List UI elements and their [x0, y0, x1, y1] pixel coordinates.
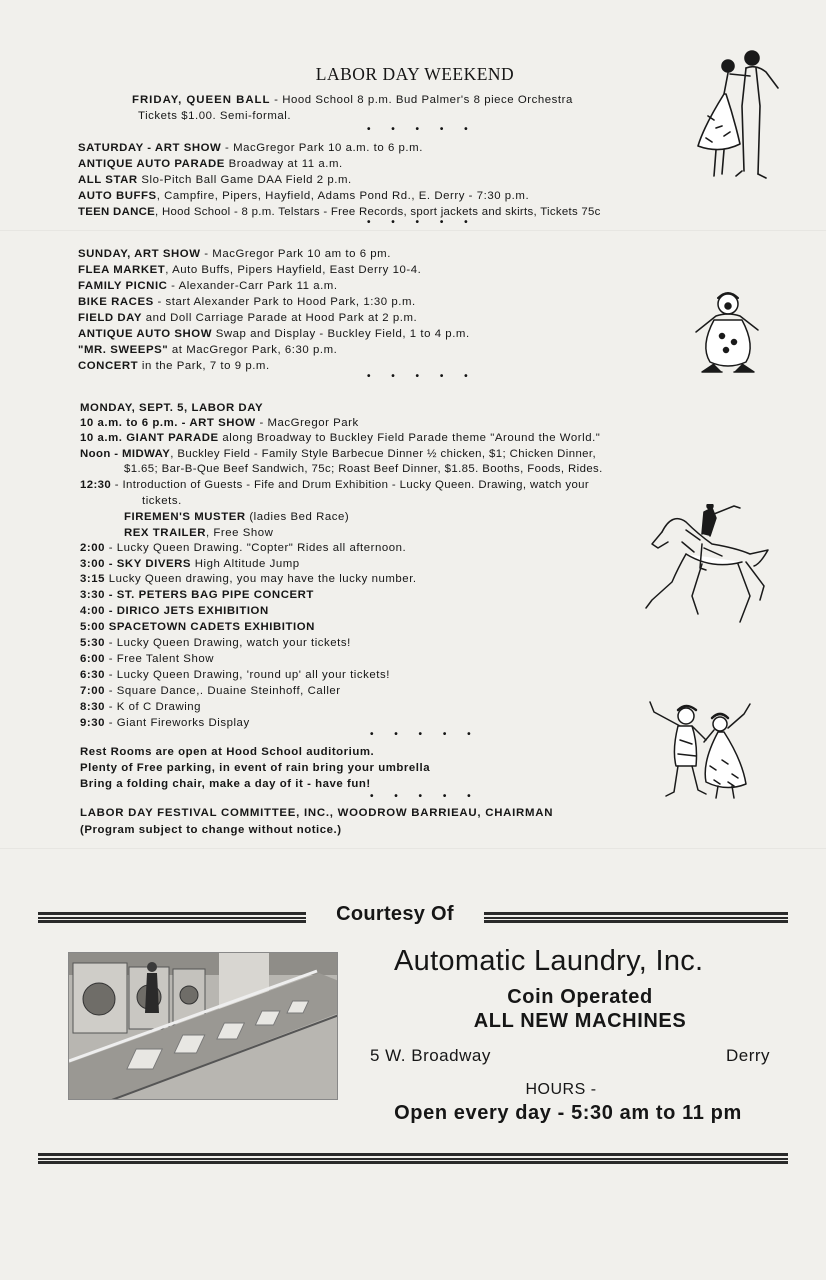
separator: • • • • • — [367, 217, 477, 228]
sunday-line: "MR. SWEEPS" at MacGregor Park, 6:30 p.m. — [78, 344, 338, 356]
monday-line: 5:30 - Lucky Queen Drawing, watch your tickets! — [80, 637, 351, 649]
coin-operated: Coin Operated — [507, 986, 653, 1008]
monday-line: 8:30 - K of C Drawing — [80, 701, 202, 713]
dancing-couple-icon — [694, 46, 786, 186]
saturday-line: AUTO BUFFS, Campfire, Pipers, Hayfield, Adams Pond Rd., E. Derry - 7:30 p.m. — [78, 190, 530, 202]
monday-line: 9:30 - Giant Fireworks Display — [80, 717, 250, 729]
closing-line: Bring a folding chair, make a day of it - have fun! — [80, 778, 371, 790]
closing-line: Plenty of Free parking, in event of rain bring your umbrella — [80, 762, 431, 774]
separator: • • • • • — [367, 124, 477, 135]
monday-line: Noon - MIDWAY, Buckley Field - Family Style Barbecue Dinner ½ chicken, $1; Chicken Dinner, — [80, 448, 597, 460]
monday-line: 5:00 SPACETOWN CADETS EXHIBITION — [80, 621, 315, 633]
bottom-rule — [38, 1153, 788, 1164]
fold-line — [0, 230, 826, 231]
committee-line: LABOR DAY FESTIVAL COMMITTEE, INC., WOODROW BARRIEAU, CHAIRMAN — [80, 807, 554, 819]
monday-line: 6:30 - Lucky Queen Drawing, 'round up' all your tickets! — [80, 669, 390, 681]
sunday-line: ANTIQUE AUTO SHOW Swap and Display - Buckley Field, 1 to 4 p.m. — [78, 328, 470, 340]
separator: • • • • • — [370, 729, 480, 740]
monday-line: 3:00 - SKY DIVERS High Altitude Jump — [80, 558, 300, 570]
decorative-rule — [484, 912, 788, 923]
separator: • • • • • — [370, 791, 480, 802]
hours-label: HOURS - — [525, 1081, 597, 1098]
monday-line: REX TRAILER, Free Show — [124, 527, 274, 539]
saturday-line: SATURDAY - ART SHOW - MacGregor Park 10 a.m. to 6 p.m. — [78, 142, 423, 154]
monday-line: 4:00 - DIRICO JETS EXHIBITION — [80, 605, 269, 617]
town: Derry — [726, 1046, 771, 1065]
sunday-line: FLEA MARKET, Auto Buffs, Pipers Hayfield, East Derry 10-4. — [78, 264, 422, 276]
laundromat-photo — [68, 952, 338, 1100]
decorative-rule — [38, 912, 306, 923]
sunday-line: SUNDAY, ART SHOW - MacGregor Park 10 am to 6 pm. — [78, 248, 391, 260]
monday-line: tickets. — [142, 495, 182, 507]
laundromat-photo-illustration — [69, 953, 338, 1100]
saturday-line: ANTIQUE AUTO PARADE Broadway at 11 a.m. — [78, 158, 343, 170]
sunday-line: FIELD DAY and Doll Carriage Parade at Hood Park at 2 p.m. — [78, 312, 418, 324]
friday-line: FRIDAY, QUEEN BALL - Hood School 8 p.m. Bud Palmer's 8 piece Orchestra — [132, 94, 573, 106]
monday-line: 6:00 - Free Talent Show — [80, 653, 215, 665]
friday-line-2: Tickets $1.00. Semi-formal. — [138, 110, 292, 122]
fold-line — [0, 848, 826, 849]
hours: Open every day - 5:30 am to 11 pm — [394, 1102, 742, 1124]
clown-icon — [688, 290, 768, 376]
sunday-line: FAMILY PICNIC - Alexander-Carr Park 11 a.m. — [78, 280, 338, 292]
courtesy-heading: Courtesy Of — [336, 903, 454, 925]
closing-line: Rest Rooms are open at Hood School auditorium. — [80, 746, 375, 758]
monday-line: 3:15 Lucky Queen drawing, you may have the lucky number. — [80, 573, 417, 585]
monday-line: 12:30 - Introduction of Guests - Fife and Drum Exhibition - Lucky Queen. Drawing, watch your — [80, 479, 590, 491]
square-dancers-icon — [646, 700, 760, 800]
monday-line: $1.65; Bar-B-Que Beef Sandwich, 75c; Roast Beef Dinner, $1.85. Booths, Foods, Rides. — [124, 463, 603, 475]
separator: • • • • • — [367, 371, 477, 382]
monday-line: 10 a.m. GIANT PARADE along Broadway to Buckley Field Parade theme "Around the World." — [80, 432, 601, 444]
disclaimer: (Program subject to change without notice.) — [80, 824, 342, 836]
sunday-line: CONCERT in the Park, 7 to 9 p.m. — [78, 360, 270, 372]
page-title: LABOR DAY WEEKEND — [315, 64, 515, 84]
all-new-machines: ALL NEW MACHINES — [473, 1010, 687, 1032]
horse-rider-icon — [642, 504, 772, 630]
sunday-line: BIKE RACES - start Alexander Park to Hood Park, 1:30 p.m. — [78, 296, 416, 308]
address: 5 W. Broadway — [370, 1046, 491, 1065]
monday-line: 7:00 - Square Dance,. Duaine Steinhoff, Caller — [80, 685, 341, 697]
monday-line: FIREMEN'S MUSTER (ladies Bed Race) — [124, 511, 350, 523]
monday-line: 3:30 - ST. PETERS BAG PIPE CONCERT — [80, 589, 314, 601]
monday-line: 10 a.m. to 6 p.m. - ART SHOW - MacGregor Park — [80, 417, 359, 429]
monday-heading: MONDAY, SEPT. 5, LABOR DAY — [80, 402, 264, 414]
company-name: Automatic Laundry, Inc. — [394, 945, 704, 977]
monday-line: 2:00 - Lucky Queen Drawing. "Copter" Rides all afternoon. — [80, 542, 407, 554]
saturday-line: TEEN DANCE, Hood School - 8 p.m. Telstars - Free Records, sport jackets and skirts, Tickets 75c — [78, 206, 601, 218]
saturday-line: ALL STAR Slo-Pitch Ball Game DAA Field 2 p.m. — [78, 174, 352, 186]
